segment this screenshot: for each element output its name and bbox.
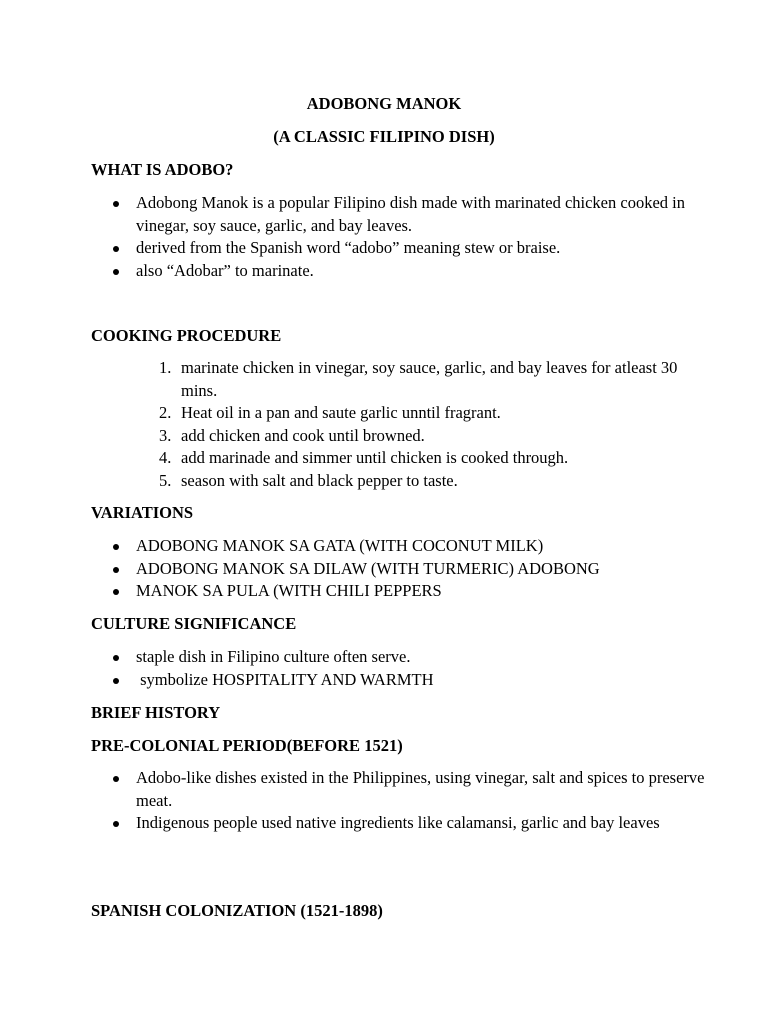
list-item	[159, 470, 679, 493]
step-number: 2.	[159, 403, 172, 422]
heading-brief-history: BRIEF HISTORY	[91, 703, 221, 722]
list-item	[159, 447, 679, 470]
list-item: Indigenous people used native ingredients like calamansi, garlic and bay leaves	[113, 812, 713, 835]
list-item	[159, 402, 679, 425]
step-number: 3.	[159, 425, 172, 445]
document-subtitle: (A CLASSIC FILIPINO DISH)	[273, 127, 495, 146]
step-text: season with salt and black pepper to taste.	[181, 470, 458, 490]
step-text: add marinade and simmer until chicken is cooked through.	[181, 448, 569, 467]
document-title: ADOBONG MANOK	[306, 94, 462, 113]
list-item: staple dish in Filipino culture often serve.	[113, 646, 713, 669]
list-item: Adobo-like dishes existed in the Philippines, using vinegar, salt and spices to preserve meat.	[113, 767, 713, 812]
pre-colonial-list	[113, 767, 713, 835]
heading-cooking-procedure: COOKING PROCEDURE	[91, 326, 282, 345]
list-item: derived from the Spanish word “adobo” meaning stew or braise.	[113, 237, 713, 260]
step-text: add chicken and cook until browned.	[181, 425, 425, 445]
list-item: MANOK SA PULA (WITH CHILI PEPPERS	[113, 580, 713, 603]
step-number: 5.	[159, 470, 172, 490]
heading-culture-significance: CULTURE SIGNIFICANCE	[91, 614, 297, 633]
list-item: ADOBONG MANOK SA DILAW (WITH TURMERIC) ADOBONG	[113, 558, 713, 581]
cooking-steps-list	[159, 357, 679, 492]
culture-list	[113, 646, 713, 691]
list-item: symbolize HOSPITALITY AND WARMTH	[113, 669, 713, 692]
step-text: marinate chicken in vinegar, soy sauce, garlic, and bay leaves for atleast 30 mins.	[181, 358, 678, 400]
what-is-adobo-list	[113, 192, 713, 282]
step-number: 1.	[159, 358, 172, 377]
heading-spanish-colonization: SPANISH COLONIZATION (1521-1898)	[91, 901, 383, 920]
heading-what-is-adobo: WHAT IS ADOBO?	[91, 160, 234, 179]
list-item	[159, 425, 679, 448]
variations-list	[113, 535, 713, 603]
list-item: ADOBONG MANOK SA GATA (WITH COCONUT MILK)	[113, 535, 713, 558]
list-item: also “Adobar” to marinate.	[113, 260, 713, 283]
step-text: Heat oil in a pan and saute garlic unntil fragrant.	[181, 403, 501, 422]
heading-pre-colonial-period: PRE-COLONIAL PERIOD(BEFORE 1521)	[91, 736, 403, 755]
list-item: Adobong Manok is a popular Filipino dish made with marinated chicken cooked in vinegar, soy sauce, garlic, and bay leaves.	[113, 192, 713, 237]
list-item	[159, 357, 679, 402]
heading-variations: VARIATIONS	[91, 503, 194, 522]
step-number: 4.	[159, 448, 172, 467]
